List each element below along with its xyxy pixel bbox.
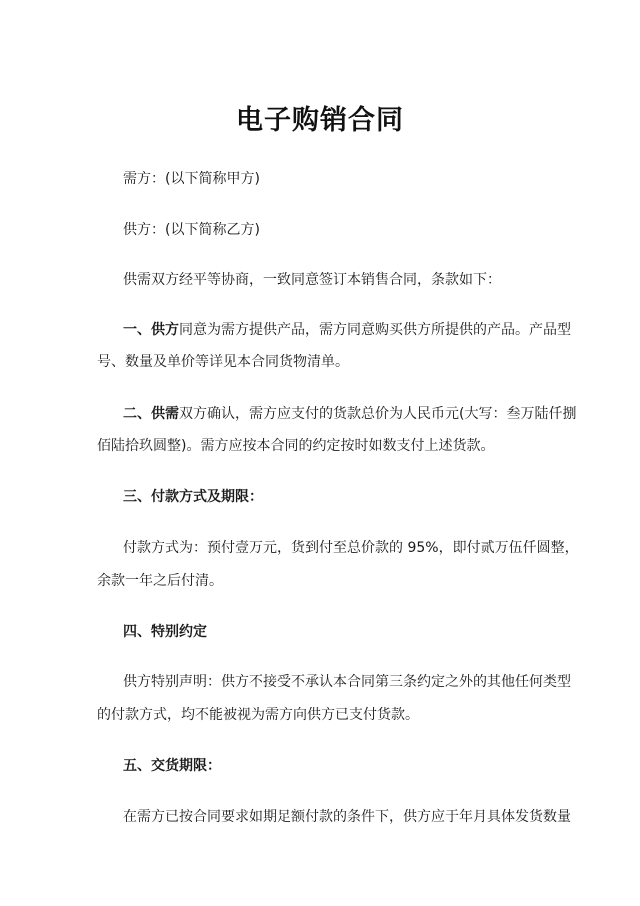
section-4-line-2: 的付款方式，均不能被视为需方向供方已支付货款。 (97, 707, 419, 723)
section-3-line-1: 付款方式为：预付壹万元，货到付至总价款的 95%，即付贰万伍仟圆整， (123, 540, 579, 556)
section-4-line-1: 供方特别声明：供方不接受不承认本合同第三条约定之外的其他任何类型 (123, 674, 571, 690)
seller-line: 供方：(以下简称乙方) (123, 222, 260, 238)
section-1-line-2: 号、数量及单价等详见本合同货物清单。 (97, 354, 349, 370)
section-5-heading: 五、交货期限： (123, 758, 221, 774)
section-2-lead: 供需 (151, 406, 179, 422)
section-1-line-1 (123, 320, 571, 340)
section-1-number: 一、 (123, 322, 151, 338)
section-1-lead: 供方 (151, 322, 179, 338)
section-1-text: 同意为需方提供产品，需方同意购买供方所提供的产品。产品型 (179, 322, 571, 338)
intro-line: 供需双方经平等协商，一致同意签订本销售合同，条款如下： (123, 272, 501, 288)
buyer-line: 需方：(以下简称甲方) (123, 171, 260, 187)
section-3-line-2: 余款一年之后付清。 (97, 573, 223, 589)
section-2-line-2: 佰陆拾玖圆整)。需方应按本合同的约定按时如数支付上述货款。 (97, 438, 495, 454)
section-3-heading: 三、付款方式及期限： (123, 489, 263, 505)
section-2-line-1 (123, 404, 577, 424)
section-2-number: 二、 (123, 406, 151, 422)
section-4-heading: 四、特别约定 (123, 624, 207, 640)
section-5-line-1: 在需方已按合同要求如期足额付款的条件下，供方应于年月具体发货数量 (123, 809, 571, 825)
document-title: 电子购销合同 (236, 105, 404, 136)
section-2-text: 双方确认，需方应支付的货款总价为人民币元(大写：叁万陆仟捌 (179, 406, 577, 422)
